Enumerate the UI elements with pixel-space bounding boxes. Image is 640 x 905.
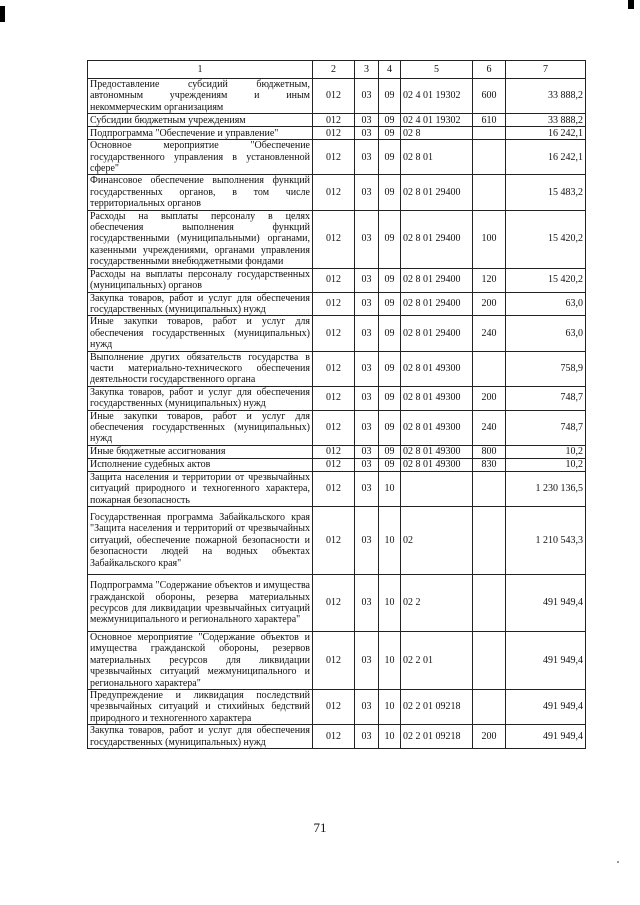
cell-name: Основное мероприятие "Содержание объектов и имущества гражданской обороны, резервов материальных ресурсов для ликвидации чрезвычайных ситуаций межмуниципального и регионального характера" bbox=[88, 632, 313, 690]
cell-section: 03 bbox=[355, 351, 379, 386]
cell-ministry: 012 bbox=[313, 445, 355, 458]
header-cell-2: 2 bbox=[313, 61, 355, 79]
cell-name: Субсидии бюджетным учреждениям bbox=[88, 114, 313, 127]
cell-ministry: 012 bbox=[313, 292, 355, 316]
header-cell-5: 5 bbox=[401, 61, 473, 79]
cell-target-article: 02 2 01 09218 bbox=[401, 725, 473, 749]
cell-name: Закупка товаров, работ и услуг для обеспечения государственных (муниципальных) нужд bbox=[88, 292, 313, 316]
header-cell-7: 7 bbox=[506, 61, 586, 79]
cell-amount: 758,9 bbox=[506, 351, 586, 386]
budget-table-body bbox=[88, 61, 586, 749]
table-row bbox=[88, 725, 586, 749]
cell-subsection: 10 bbox=[379, 725, 401, 749]
cell-expense-type bbox=[473, 351, 506, 386]
cell-ministry: 012 bbox=[313, 632, 355, 690]
cell-expense-type: 200 bbox=[473, 292, 506, 316]
cell-section: 03 bbox=[355, 292, 379, 316]
table-row bbox=[88, 386, 586, 410]
cell-subsection: 09 bbox=[379, 127, 401, 140]
cell-target-article: 02 4 01 19302 bbox=[401, 114, 473, 127]
cell-target-article: 02 8 01 bbox=[401, 140, 473, 175]
cell-name: Подпрограмма "Обеспечение и управление" bbox=[88, 127, 313, 140]
table-row bbox=[88, 351, 586, 386]
cell-section: 03 bbox=[355, 410, 379, 445]
cell-section: 03 bbox=[355, 575, 379, 632]
table-row bbox=[88, 79, 586, 114]
cell-amount: 748,7 bbox=[506, 386, 586, 410]
header-cell-1: 1 bbox=[88, 61, 313, 79]
header-cell-6: 6 bbox=[473, 61, 506, 79]
cell-amount: 491 949,4 bbox=[506, 725, 586, 749]
table-row bbox=[88, 316, 586, 351]
cell-amount: 10,2 bbox=[506, 458, 586, 471]
cell-expense-type: 100 bbox=[473, 210, 506, 268]
table-row bbox=[88, 471, 586, 506]
cell-subsection: 10 bbox=[379, 507, 401, 575]
cell-section: 03 bbox=[355, 210, 379, 268]
cell-expense-type: 240 bbox=[473, 410, 506, 445]
cell-subsection: 09 bbox=[379, 268, 401, 292]
table-row bbox=[88, 507, 586, 575]
cell-expense-type: 610 bbox=[473, 114, 506, 127]
cell-section: 03 bbox=[355, 445, 379, 458]
cell-name: Финансовое обеспечение выполнения функций государственных органов, в том числе территориальных органов bbox=[88, 175, 313, 210]
scan-edge-mark-right bbox=[628, 0, 634, 9]
cell-ministry: 012 bbox=[313, 114, 355, 127]
cell-target-article: 02 8 01 29400 bbox=[401, 210, 473, 268]
cell-amount: 33 888,2 bbox=[506, 79, 586, 114]
cell-section: 03 bbox=[355, 140, 379, 175]
cell-target-article: 02 2 01 09218 bbox=[401, 690, 473, 725]
cell-subsection: 09 bbox=[379, 445, 401, 458]
cell-section: 03 bbox=[355, 632, 379, 690]
cell-target-article: 02 8 01 49300 bbox=[401, 410, 473, 445]
cell-expense-type bbox=[473, 507, 506, 575]
header-cell-3: 3 bbox=[355, 61, 379, 79]
cell-target-article: 02 8 01 49300 bbox=[401, 445, 473, 458]
cell-expense-type: 800 bbox=[473, 445, 506, 458]
cell-expense-type bbox=[473, 575, 506, 632]
cell-ministry: 012 bbox=[313, 471, 355, 506]
cell-name: Иные закупки товаров, работ и услуг для обеспечения государственных (муниципальных) нужд bbox=[88, 316, 313, 351]
cell-target-article: 02 8 01 29400 bbox=[401, 316, 473, 351]
cell-subsection: 10 bbox=[379, 575, 401, 632]
cell-ministry: 012 bbox=[313, 140, 355, 175]
cell-subsection: 09 bbox=[379, 386, 401, 410]
cell-target-article: 02 2 bbox=[401, 575, 473, 632]
cell-expense-type: 240 bbox=[473, 316, 506, 351]
cell-ministry: 012 bbox=[313, 175, 355, 210]
budget-table bbox=[87, 60, 586, 749]
table-row bbox=[88, 127, 586, 140]
cell-target-article: 02 2 01 bbox=[401, 632, 473, 690]
cell-subsection: 09 bbox=[379, 114, 401, 127]
cell-subsection: 09 bbox=[379, 292, 401, 316]
cell-target-article: 02 8 01 29400 bbox=[401, 292, 473, 316]
cell-amount: 16 242,1 bbox=[506, 127, 586, 140]
cell-target-article: 02 8 01 29400 bbox=[401, 268, 473, 292]
cell-amount: 33 888,2 bbox=[506, 114, 586, 127]
cell-amount: 15 483,2 bbox=[506, 175, 586, 210]
cell-section: 03 bbox=[355, 79, 379, 114]
cell-target-article: 02 8 bbox=[401, 127, 473, 140]
cell-subsection: 10 bbox=[379, 471, 401, 506]
table-row bbox=[88, 458, 586, 471]
table-row bbox=[88, 140, 586, 175]
cell-ministry: 012 bbox=[313, 210, 355, 268]
table-row bbox=[88, 410, 586, 445]
cell-ministry: 012 bbox=[313, 351, 355, 386]
cell-name: Закупка товаров, работ и услуг для обеспечения государственных (муниципальных) нужд bbox=[88, 386, 313, 410]
cell-name: Защита населения и территории от чрезвычайных ситуаций природного и техногенного характера, пожарная безопасность bbox=[88, 471, 313, 506]
cell-ministry: 012 bbox=[313, 725, 355, 749]
cell-ministry: 012 bbox=[313, 316, 355, 351]
cell-name: Предупреждение и ликвидация последствий чрезвычайных ситуаций и стихийных бедствий природного и техногенного характера bbox=[88, 690, 313, 725]
table-row bbox=[88, 210, 586, 268]
header-row bbox=[88, 61, 586, 79]
cell-amount: 748,7 bbox=[506, 410, 586, 445]
cell-subsection: 09 bbox=[379, 210, 401, 268]
cell-ministry: 012 bbox=[313, 386, 355, 410]
cell-expense-type bbox=[473, 471, 506, 506]
table-row bbox=[88, 690, 586, 725]
table-row bbox=[88, 292, 586, 316]
cell-name: Исполнение судебных актов bbox=[88, 458, 313, 471]
cell-amount: 491 949,4 bbox=[506, 575, 586, 632]
table-row bbox=[88, 114, 586, 127]
cell-subsection: 09 bbox=[379, 351, 401, 386]
cell-amount: 15 420,2 bbox=[506, 268, 586, 292]
cell-expense-type: 200 bbox=[473, 725, 506, 749]
cell-target-article: 02 4 01 19302 bbox=[401, 79, 473, 114]
cell-expense-type bbox=[473, 140, 506, 175]
cell-name: Предоставление субсидий бюджетным, автономным учреждениям и иным некоммерческим организациям bbox=[88, 79, 313, 114]
cell-subsection: 09 bbox=[379, 410, 401, 445]
cell-amount: 491 949,4 bbox=[506, 690, 586, 725]
cell-expense-type bbox=[473, 175, 506, 210]
cell-name: Государственная программа Забайкальского края "Защита населения и территорий от чрезвычайных ситуаций, обеспечение пожарной безопасности и безопасности людей на водных объектах Забайкальского края" bbox=[88, 507, 313, 575]
cell-subsection: 09 bbox=[379, 458, 401, 471]
page-number: 71 bbox=[313, 820, 327, 835]
cell-name: Иные закупки товаров, работ и услуг для обеспечения государственных (муниципальных) нужд bbox=[88, 410, 313, 445]
cell-amount: 10,2 bbox=[506, 445, 586, 458]
cell-amount: 491 949,4 bbox=[506, 632, 586, 690]
cell-section: 03 bbox=[355, 458, 379, 471]
cell-amount: 63,0 bbox=[506, 316, 586, 351]
cell-subsection: 09 bbox=[379, 316, 401, 351]
scan-edge-mark-left bbox=[0, 6, 5, 22]
cell-ministry: 012 bbox=[313, 410, 355, 445]
cell-ministry: 012 bbox=[313, 127, 355, 140]
cell-section: 03 bbox=[355, 725, 379, 749]
cell-section: 03 bbox=[355, 114, 379, 127]
cell-section: 03 bbox=[355, 268, 379, 292]
cell-target-article: 02 8 01 49300 bbox=[401, 351, 473, 386]
cell-name: Расходы на выплаты персоналу государственных (муниципальных) органов bbox=[88, 268, 313, 292]
cell-target-article bbox=[401, 471, 473, 506]
cell-section: 03 bbox=[355, 690, 379, 725]
table-row bbox=[88, 175, 586, 210]
cell-target-article: 02 bbox=[401, 507, 473, 575]
cell-amount: 63,0 bbox=[506, 292, 586, 316]
cell-target-article: 02 8 01 29400 bbox=[401, 175, 473, 210]
cell-expense-type: 830 bbox=[473, 458, 506, 471]
table-row bbox=[88, 632, 586, 690]
table-row bbox=[88, 268, 586, 292]
cell-section: 03 bbox=[355, 471, 379, 506]
table-row bbox=[88, 445, 586, 458]
cell-ministry: 012 bbox=[313, 507, 355, 575]
cell-name: Выполнение других обязательств государства в части материально-технического обеспечения деятельности государственного органа bbox=[88, 351, 313, 386]
cell-target-article: 02 8 01 49300 bbox=[401, 386, 473, 410]
cell-expense-type bbox=[473, 632, 506, 690]
cell-expense-type bbox=[473, 127, 506, 140]
header-cell-4: 4 bbox=[379, 61, 401, 79]
cell-ministry: 012 bbox=[313, 458, 355, 471]
cell-subsection: 09 bbox=[379, 79, 401, 114]
cell-subsection: 10 bbox=[379, 690, 401, 725]
scan-speck bbox=[617, 861, 619, 863]
cell-section: 03 bbox=[355, 175, 379, 210]
cell-name: Основное мероприятие "Обеспечение государственного управления в установленной сфере" bbox=[88, 140, 313, 175]
cell-amount: 16 242,1 bbox=[506, 140, 586, 175]
cell-name: Расходы на выплаты персоналу в целях обеспечения выполнения функций государственными (муниципальными) органами, казенными учреждениями, органами управления государственными внебюджетными фондами bbox=[88, 210, 313, 268]
cell-expense-type: 600 bbox=[473, 79, 506, 114]
table-row bbox=[88, 575, 586, 632]
cell-ministry: 012 bbox=[313, 79, 355, 114]
cell-amount: 15 420,2 bbox=[506, 210, 586, 268]
cell-section: 03 bbox=[355, 507, 379, 575]
cell-section: 03 bbox=[355, 127, 379, 140]
cell-target-article: 02 8 01 49300 bbox=[401, 458, 473, 471]
cell-subsection: 10 bbox=[379, 632, 401, 690]
cell-subsection: 09 bbox=[379, 140, 401, 175]
cell-section: 03 bbox=[355, 386, 379, 410]
cell-name: Закупка товаров, работ и услуг для обеспечения государственных (муниципальных) нужд bbox=[88, 725, 313, 749]
cell-expense-type: 200 bbox=[473, 386, 506, 410]
cell-name: Подпрограмма "Содержание объектов и имущества гражданской обороны, резерва материальных ресурсов для ликвидации чрезвычайных ситуаций межмуниципального и регионального характера" bbox=[88, 575, 313, 632]
cell-ministry: 012 bbox=[313, 690, 355, 725]
cell-amount: 1 210 543,3 bbox=[506, 507, 586, 575]
cell-subsection: 09 bbox=[379, 175, 401, 210]
cell-name: Иные бюджетные ассигнования bbox=[88, 445, 313, 458]
cell-amount: 1 230 136,5 bbox=[506, 471, 586, 506]
cell-ministry: 012 bbox=[313, 575, 355, 632]
cell-expense-type bbox=[473, 690, 506, 725]
cell-ministry: 012 bbox=[313, 268, 355, 292]
cell-expense-type: 120 bbox=[473, 268, 506, 292]
cell-section: 03 bbox=[355, 316, 379, 351]
